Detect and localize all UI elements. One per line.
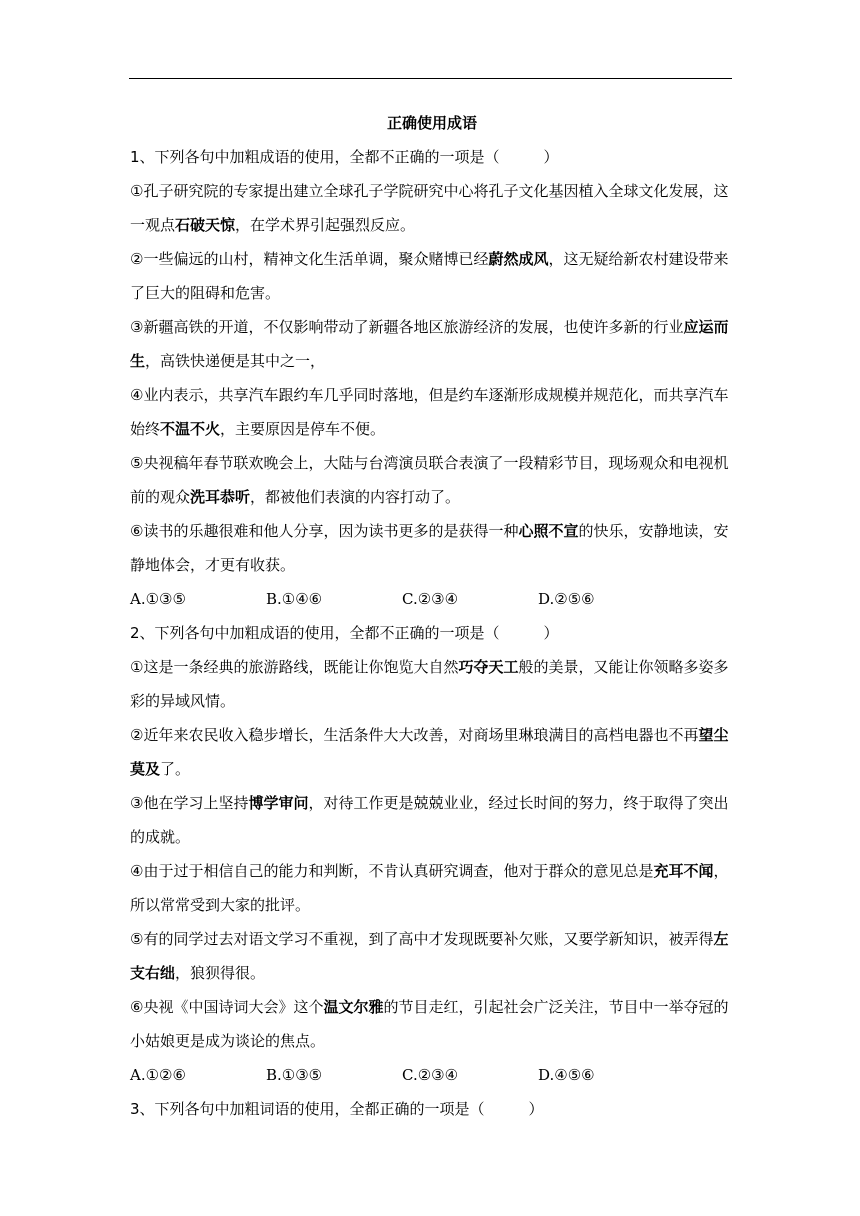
page-title: 正确使用成语 [386,114,477,132]
question-stem: 1、下列各句中加粗成语的使用，全都不正确的一项是（ ） [130,148,559,166]
question-2 [130,616,734,1092]
bold-idiom: 石破天惊 [175,216,236,234]
question-item: ②近年来农民收入稳步增长，生活条件大大改善，对商场里琳琅满目的高档电器也不再望尘莫及了。 [130,726,729,778]
answer-options [130,1058,734,1092]
option-b: B.①③⑤ [266,1066,323,1084]
bold-idiom: 望尘莫及 [130,726,729,778]
question-item: ③新疆高铁的开道，不仅影响带动了新疆各地区旅游经济的发展，也使许多新的行业应运而生，高铁快递便是其中之一， [130,318,729,370]
option-a: A.①③⑤ [130,590,186,608]
question-1 [130,140,734,616]
question-item: ①这是一条经典的旅游路线，既能让你饱览大自然巧夺天工般的美景，又能让你领略多姿多彩的异域风情。 [130,658,729,710]
question-item: ③他在学习上坚持博学审问，对待工作更是兢兢业业，经过长时间的努力，终于取得了突出的成就。 [130,794,729,846]
question-3 [130,1092,734,1126]
question-stem: 2、下列各句中加粗成语的使用，全都不正确的一项是（ ） [130,624,559,642]
question-item: ④业内表示，共享汽车跟约车几乎同时落地，但是约车逐渐形成规模并规范化，而共享汽车始终不温不火，主要原因是停车不便。 [130,386,729,438]
question-item: ①孔子研究院的专家提出建立全球孔子学院研究中心将孔子文化基因植入全球文化发展，这一观点石破天惊，在学术界引起强烈反应。 [130,182,729,234]
document-body [130,106,734,1126]
question-item: ④由于过于相信自己的能力和判断，不肯认真研究调查，他对于群众的意见总是充耳不闻，所以常常受到大家的批评。 [130,862,729,914]
question-item: ⑥读书的乐趣很难和他人分享，因为读书更多的是获得一种心照不宣的快乐，安静地读，安静地体会，才更有收获。 [130,522,729,574]
question-item: ⑤央视稿年春节联欢晚会上，大陆与台湾演员联合表演了一段精彩节目，现场观众和电视机前的观众洗耳恭听，都被他们表演的内容打动了。 [130,454,729,506]
bold-idiom: 不温不火 [160,420,221,438]
bold-idiom: 应运而生 [130,318,729,370]
option-b: B.①④⑥ [266,590,323,608]
option-c: C.②③④ [402,1066,459,1084]
answer-options [130,582,734,616]
bold-idiom: 博学审问 [248,794,309,812]
question-stem: 3、下列各句中加粗词语的使用，全都正确的一项是（ ） [130,1100,544,1118]
option-c: C.②③④ [402,590,459,608]
question-item: ⑤有的同学过去对语文学习不重视，到了高中才发现既要补欠账，又要学新知识，被弄得左支右绌，狼狈得很。 [130,930,729,982]
option-a: A.①②⑥ [130,1066,186,1084]
bold-idiom: 蔚然成风 [488,250,549,268]
question-item: ⑥央视《中国诗词大会》这个温文尔雅的节目走红，引起社会广泛关注，节目中一举夺冠的小姑娘更是成为谈论的焦点。 [130,998,729,1050]
option-d: D.②⑤⑥ [538,590,595,608]
bold-idiom: 充耳不闻 [653,862,714,880]
bold-idiom: 温文尔雅 [323,998,384,1016]
option-d: D.④⑤⑥ [538,1066,595,1084]
bold-idiom: 心照不宣 [518,522,579,540]
bold-idiom: 洗耳恭听 [190,488,251,506]
header-rule [129,78,732,79]
question-item: ②一些偏远的山村，精神文化生活单调，聚众赌博已经蔚然成风，这无疑给新农村建设带来了巨大的阻碍和危害。 [130,250,729,302]
bold-idiom: 左支右绌 [130,930,729,982]
bold-idiom: 巧夺天工 [458,658,519,676]
